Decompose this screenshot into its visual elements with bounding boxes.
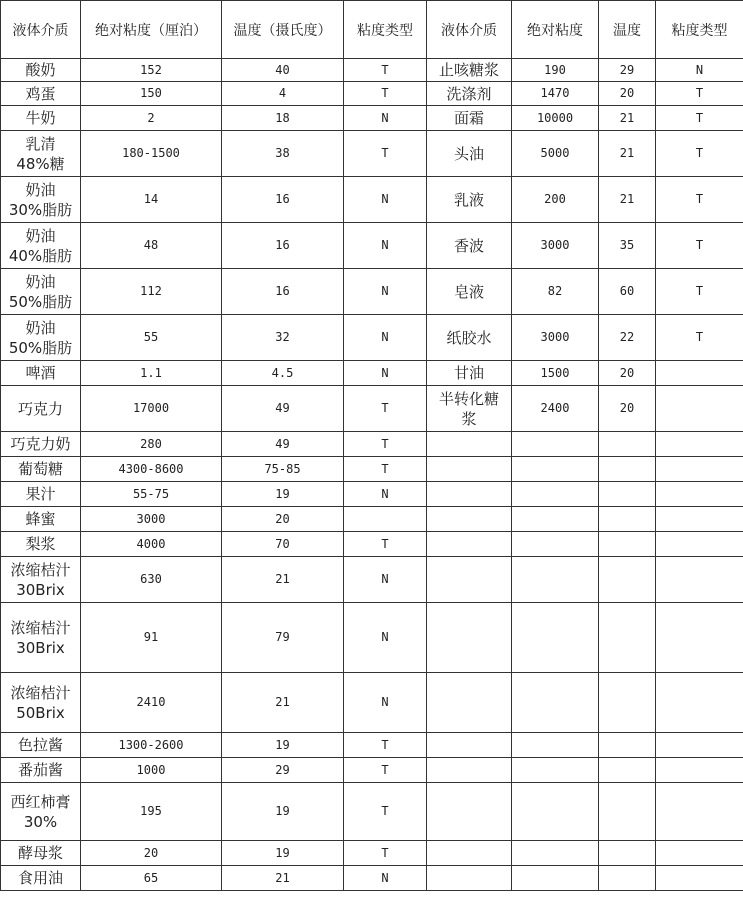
medium-name-line: 头油 <box>453 144 484 163</box>
table-row <box>1 315 743 361</box>
temperature-left: 29 <box>222 758 344 783</box>
medium-name-line: 48%糖 <box>16 154 65 173</box>
medium-name-line: 30% <box>23 812 58 831</box>
medium-name-line: 啤酒 <box>25 364 56 382</box>
temperature-right <box>599 866 656 891</box>
temperature-right: 20 <box>599 361 656 386</box>
viscosity-left: 14 <box>81 177 222 223</box>
temperature-left: 4.5 <box>222 361 344 386</box>
viscosity-left: 1000 <box>81 758 222 783</box>
medium-name-right <box>427 457 512 482</box>
medium-name-line: 色拉酱 <box>17 736 63 754</box>
table-row <box>1 758 743 783</box>
temperature-right: 20 <box>599 82 656 106</box>
medium-name-line: 面霜 <box>453 109 484 127</box>
temperature-right: 21 <box>599 106 656 131</box>
table-row <box>1 733 743 758</box>
medium-name-line: 酵母浆 <box>17 844 63 862</box>
viscosity-type-right <box>656 432 743 457</box>
viscosity-type-right: T <box>656 315 743 361</box>
temperature-right <box>599 603 656 673</box>
table-row <box>1 59 743 82</box>
viscosity-type-left: N <box>344 269 427 315</box>
viscosity-type-right <box>656 457 743 482</box>
viscosity-right <box>512 507 599 532</box>
viscosity-right <box>512 603 599 673</box>
medium-name-left <box>1 82 81 106</box>
header-medium-right: 液体介质 <box>427 1 512 59</box>
medium-name-line: 奶油 <box>25 272 56 291</box>
viscosity-right <box>512 733 599 758</box>
temperature-right: 22 <box>599 315 656 361</box>
medium-name-right <box>427 603 512 673</box>
viscosity-left: 91 <box>81 603 222 673</box>
medium-name-right <box>427 223 512 269</box>
viscosity-left: 65 <box>81 866 222 891</box>
medium-name-line: 奶油 <box>25 180 56 199</box>
viscosity-left: 4300-8600 <box>81 457 222 482</box>
table-row <box>1 269 743 315</box>
medium-name-line: 50Brix <box>16 703 65 722</box>
viscosity-right: 190 <box>512 59 599 82</box>
viscosity-type-left: T <box>344 841 427 866</box>
viscosity-right: 3000 <box>512 315 599 361</box>
table-row <box>1 673 743 733</box>
medium-name-line: 奶油 <box>25 226 56 245</box>
temperature-left: 40 <box>222 59 344 82</box>
viscosity-type-right: T <box>656 82 743 106</box>
medium-name-left <box>1 482 81 507</box>
viscosity-type-right <box>656 866 743 891</box>
medium-name-left <box>1 432 81 457</box>
medium-name-line: 酸奶 <box>25 61 56 79</box>
temperature-left: 75-85 <box>222 457 344 482</box>
medium-name-right <box>427 269 512 315</box>
medium-name-right <box>427 361 512 386</box>
viscosity-left: 55 <box>81 315 222 361</box>
viscosity-type-right: N <box>656 59 743 82</box>
table-row <box>1 482 743 507</box>
temperature-left: 49 <box>222 432 344 457</box>
medium-name-line: 蜂蜜 <box>25 510 56 528</box>
viscosity-type-left: T <box>344 59 427 82</box>
medium-name-line: 牛奶 <box>25 109 56 127</box>
temperature-right: 35 <box>599 223 656 269</box>
medium-name-line: 纸胶水 <box>446 328 492 347</box>
viscosity-type-right <box>656 841 743 866</box>
medium-name-line: 浓缩桔汁 <box>10 560 71 579</box>
medium-name-left <box>1 59 81 82</box>
viscosity-left: 150 <box>81 82 222 106</box>
viscosity-left: 1.1 <box>81 361 222 386</box>
medium-name-line: 巧克力 <box>17 399 63 418</box>
temperature-left: 70 <box>222 532 344 557</box>
medium-name-line: 皂液 <box>453 282 484 301</box>
medium-name-left <box>1 557 81 603</box>
medium-name-line: 浓缩桔汁 <box>10 683 71 702</box>
medium-name-line: 30Brix <box>16 580 65 599</box>
table-row <box>1 82 743 106</box>
header-medium-left: 液体介质 <box>1 1 81 59</box>
viscosity-right <box>512 758 599 783</box>
temperature-left: 19 <box>222 783 344 841</box>
medium-name-right <box>427 733 512 758</box>
medium-name-left <box>1 673 81 733</box>
temperature-left: 18 <box>222 106 344 131</box>
medium-name-right <box>427 106 512 131</box>
viscosity-type-left: N <box>344 603 427 673</box>
medium-name-line: 奶油 <box>25 318 56 337</box>
viscosity-right <box>512 557 599 603</box>
medium-name-line: 30Brix <box>16 638 65 657</box>
viscosity-left: 280 <box>81 432 222 457</box>
temperature-left: 16 <box>222 177 344 223</box>
medium-name-line: 浆 <box>461 409 477 428</box>
viscosity-type-left: N <box>344 177 427 223</box>
temperature-right <box>599 733 656 758</box>
medium-name-line: 半转化糖 <box>438 389 499 408</box>
medium-name-line: 食用油 <box>17 869 63 887</box>
viscosity-type-left: N <box>344 361 427 386</box>
temperature-left: 19 <box>222 482 344 507</box>
temperature-right <box>599 758 656 783</box>
medium-name-left <box>1 131 81 177</box>
temperature-left: 32 <box>222 315 344 361</box>
viscosity-left: 2 <box>81 106 222 131</box>
viscosity-right: 200 <box>512 177 599 223</box>
table-row <box>1 386 743 432</box>
medium-name-right <box>427 783 512 841</box>
viscosity-type-left: T <box>344 783 427 841</box>
table-row <box>1 131 743 177</box>
header-type-right: 粘度类型 <box>656 1 743 59</box>
medium-name-line: 香波 <box>453 236 484 255</box>
table-row <box>1 457 743 482</box>
viscosity-left: 1300-2600 <box>81 733 222 758</box>
viscosity-type-left: N <box>344 866 427 891</box>
medium-name-line: 甘油 <box>453 364 484 382</box>
header-viscosity-left: 绝对粘度（厘泊） <box>81 1 222 59</box>
temperature-left: 4 <box>222 82 344 106</box>
table-row <box>1 783 743 841</box>
header-type-left: 粘度类型 <box>344 1 427 59</box>
table-body <box>1 59 743 891</box>
viscosity-right: 10000 <box>512 106 599 131</box>
medium-name-right <box>427 557 512 603</box>
viscosity-left: 180-1500 <box>81 131 222 177</box>
medium-name-left <box>1 106 81 131</box>
medium-name-left <box>1 783 81 841</box>
table-row <box>1 841 743 866</box>
table-row <box>1 507 743 532</box>
viscosity-type-left: T <box>344 386 427 432</box>
medium-name-right <box>427 386 512 432</box>
medium-name-left <box>1 223 81 269</box>
viscosity-type-right <box>656 507 743 532</box>
viscosity-type-left: T <box>344 82 427 106</box>
medium-name-left <box>1 457 81 482</box>
medium-name-left <box>1 507 81 532</box>
temperature-left: 21 <box>222 673 344 733</box>
temperature-right <box>599 673 656 733</box>
viscosity-type-left: N <box>344 223 427 269</box>
medium-name-line: 30%脂肪 <box>8 200 73 219</box>
viscosity-left: 17000 <box>81 386 222 432</box>
viscosity-type-right <box>656 673 743 733</box>
table-row <box>1 557 743 603</box>
temperature-left: 21 <box>222 557 344 603</box>
medium-name-line: 50%脂肪 <box>8 292 73 311</box>
medium-name-line: 洗涤剂 <box>446 84 492 103</box>
medium-name-right <box>427 315 512 361</box>
medium-name-line: 西红柿膏 <box>10 792 71 811</box>
medium-name-right <box>427 866 512 891</box>
medium-name-left <box>1 532 81 557</box>
viscosity-right <box>512 841 599 866</box>
medium-name-right <box>427 532 512 557</box>
table-row <box>1 361 743 386</box>
viscosity-type-right <box>656 386 743 432</box>
viscosity-right <box>512 432 599 457</box>
temperature-left: 19 <box>222 733 344 758</box>
medium-name-line: 果汁 <box>25 485 56 503</box>
temperature-right <box>599 482 656 507</box>
medium-name-left <box>1 269 81 315</box>
medium-name-line: 乳清 <box>25 134 56 153</box>
temperature-right <box>599 457 656 482</box>
temperature-right <box>599 783 656 841</box>
medium-name-line: 鸡蛋 <box>25 84 56 103</box>
viscosity-left: 152 <box>81 59 222 82</box>
viscosity-type-right <box>656 361 743 386</box>
table-row <box>1 223 743 269</box>
temperature-left: 79 <box>222 603 344 673</box>
medium-name-left <box>1 386 81 432</box>
viscosity-type-left: T <box>344 758 427 783</box>
viscosity-left: 2410 <box>81 673 222 733</box>
medium-name-right <box>427 758 512 783</box>
header-temperature-right: 温度 <box>599 1 656 59</box>
temperature-left: 16 <box>222 269 344 315</box>
medium-name-right <box>427 131 512 177</box>
medium-name-line: 乳液 <box>453 190 484 209</box>
temperature-right <box>599 507 656 532</box>
viscosity-type-right: T <box>656 177 743 223</box>
temperature-right: 29 <box>599 59 656 82</box>
viscosity-type-right <box>656 532 743 557</box>
table-row <box>1 106 743 131</box>
viscosity-left: 630 <box>81 557 222 603</box>
viscosity-left: 48 <box>81 223 222 269</box>
viscosity-right <box>512 482 599 507</box>
medium-name-left <box>1 177 81 223</box>
viscosity-type-left: N <box>344 482 427 507</box>
medium-name-right <box>427 177 512 223</box>
viscosity-type-left: T <box>344 733 427 758</box>
viscosity-right <box>512 866 599 891</box>
medium-name-left <box>1 361 81 386</box>
viscosity-right: 5000 <box>512 131 599 177</box>
table-row <box>1 866 743 891</box>
temperature-left: 16 <box>222 223 344 269</box>
temperature-left: 21 <box>222 866 344 891</box>
viscosity-left: 3000 <box>81 507 222 532</box>
viscosity-type-left: N <box>344 315 427 361</box>
viscosity-type-right <box>656 783 743 841</box>
viscosity-type-left: N <box>344 673 427 733</box>
viscosity-type-left: T <box>344 532 427 557</box>
viscosity-type-right <box>656 482 743 507</box>
viscosity-type-right: T <box>656 269 743 315</box>
medium-name-left <box>1 733 81 758</box>
viscosity-type-right: T <box>656 106 743 131</box>
medium-name-line: 止咳糖浆 <box>438 61 499 79</box>
temperature-right: 60 <box>599 269 656 315</box>
medium-name-right <box>427 482 512 507</box>
viscosity-left: 4000 <box>81 532 222 557</box>
temperature-left: 20 <box>222 507 344 532</box>
temperature-right: 21 <box>599 131 656 177</box>
viscosity-right <box>512 783 599 841</box>
table-row <box>1 177 743 223</box>
temperature-right: 20 <box>599 386 656 432</box>
medium-name-line: 40%脂肪 <box>8 246 73 265</box>
viscosity-type-right <box>656 557 743 603</box>
viscosity-right: 1500 <box>512 361 599 386</box>
viscosity-type-left <box>344 507 427 532</box>
viscosity-right: 82 <box>512 269 599 315</box>
viscosity-type-left: N <box>344 106 427 131</box>
medium-name-right <box>427 507 512 532</box>
temperature-right <box>599 841 656 866</box>
medium-name-line: 巧克力奶 <box>10 435 71 453</box>
table-row <box>1 532 743 557</box>
header-temperature-left: 温度（摄氏度） <box>222 1 344 59</box>
viscosity-type-left: N <box>344 557 427 603</box>
medium-name-left <box>1 841 81 866</box>
temperature-right <box>599 532 656 557</box>
medium-name-line: 葡萄糖 <box>17 460 63 478</box>
table-row <box>1 603 743 673</box>
medium-name-right <box>427 841 512 866</box>
header-row <box>1 1 743 59</box>
viscosity-type-right <box>656 758 743 783</box>
viscosity-type-right: T <box>656 131 743 177</box>
medium-name-right <box>427 432 512 457</box>
temperature-right: 21 <box>599 177 656 223</box>
temperature-left: 49 <box>222 386 344 432</box>
medium-name-left <box>1 866 81 891</box>
viscosity-left: 112 <box>81 269 222 315</box>
medium-name-line: 番茄酱 <box>17 761 63 779</box>
medium-name-right <box>427 59 512 82</box>
medium-name-line: 50%脂肪 <box>8 338 73 357</box>
viscosity-left: 195 <box>81 783 222 841</box>
viscosity-right: 2400 <box>512 386 599 432</box>
viscosity-type-left: T <box>344 457 427 482</box>
viscosity-type-left: T <box>344 131 427 177</box>
medium-name-right <box>427 673 512 733</box>
temperature-right <box>599 432 656 457</box>
viscosity-right: 3000 <box>512 223 599 269</box>
table-row <box>1 432 743 457</box>
viscosity-type-right <box>656 603 743 673</box>
viscosity-type-right <box>656 733 743 758</box>
viscosity-right <box>512 673 599 733</box>
medium-name-line: 梨浆 <box>25 535 56 553</box>
temperature-right <box>599 557 656 603</box>
medium-name-left <box>1 315 81 361</box>
viscosity-left: 55-75 <box>81 482 222 507</box>
temperature-left: 19 <box>222 841 344 866</box>
medium-name-right <box>427 82 512 106</box>
header-viscosity-right: 绝对粘度 <box>512 1 599 59</box>
medium-name-left <box>1 758 81 783</box>
viscosity-type-left: T <box>344 432 427 457</box>
viscosity-right <box>512 532 599 557</box>
medium-name-left <box>1 603 81 673</box>
viscosity-right: 1470 <box>512 82 599 106</box>
viscosity-right <box>512 457 599 482</box>
viscosity-left: 20 <box>81 841 222 866</box>
temperature-left: 38 <box>222 131 344 177</box>
viscosity-type-right: T <box>656 223 743 269</box>
medium-name-line: 浓缩桔汁 <box>10 618 71 637</box>
